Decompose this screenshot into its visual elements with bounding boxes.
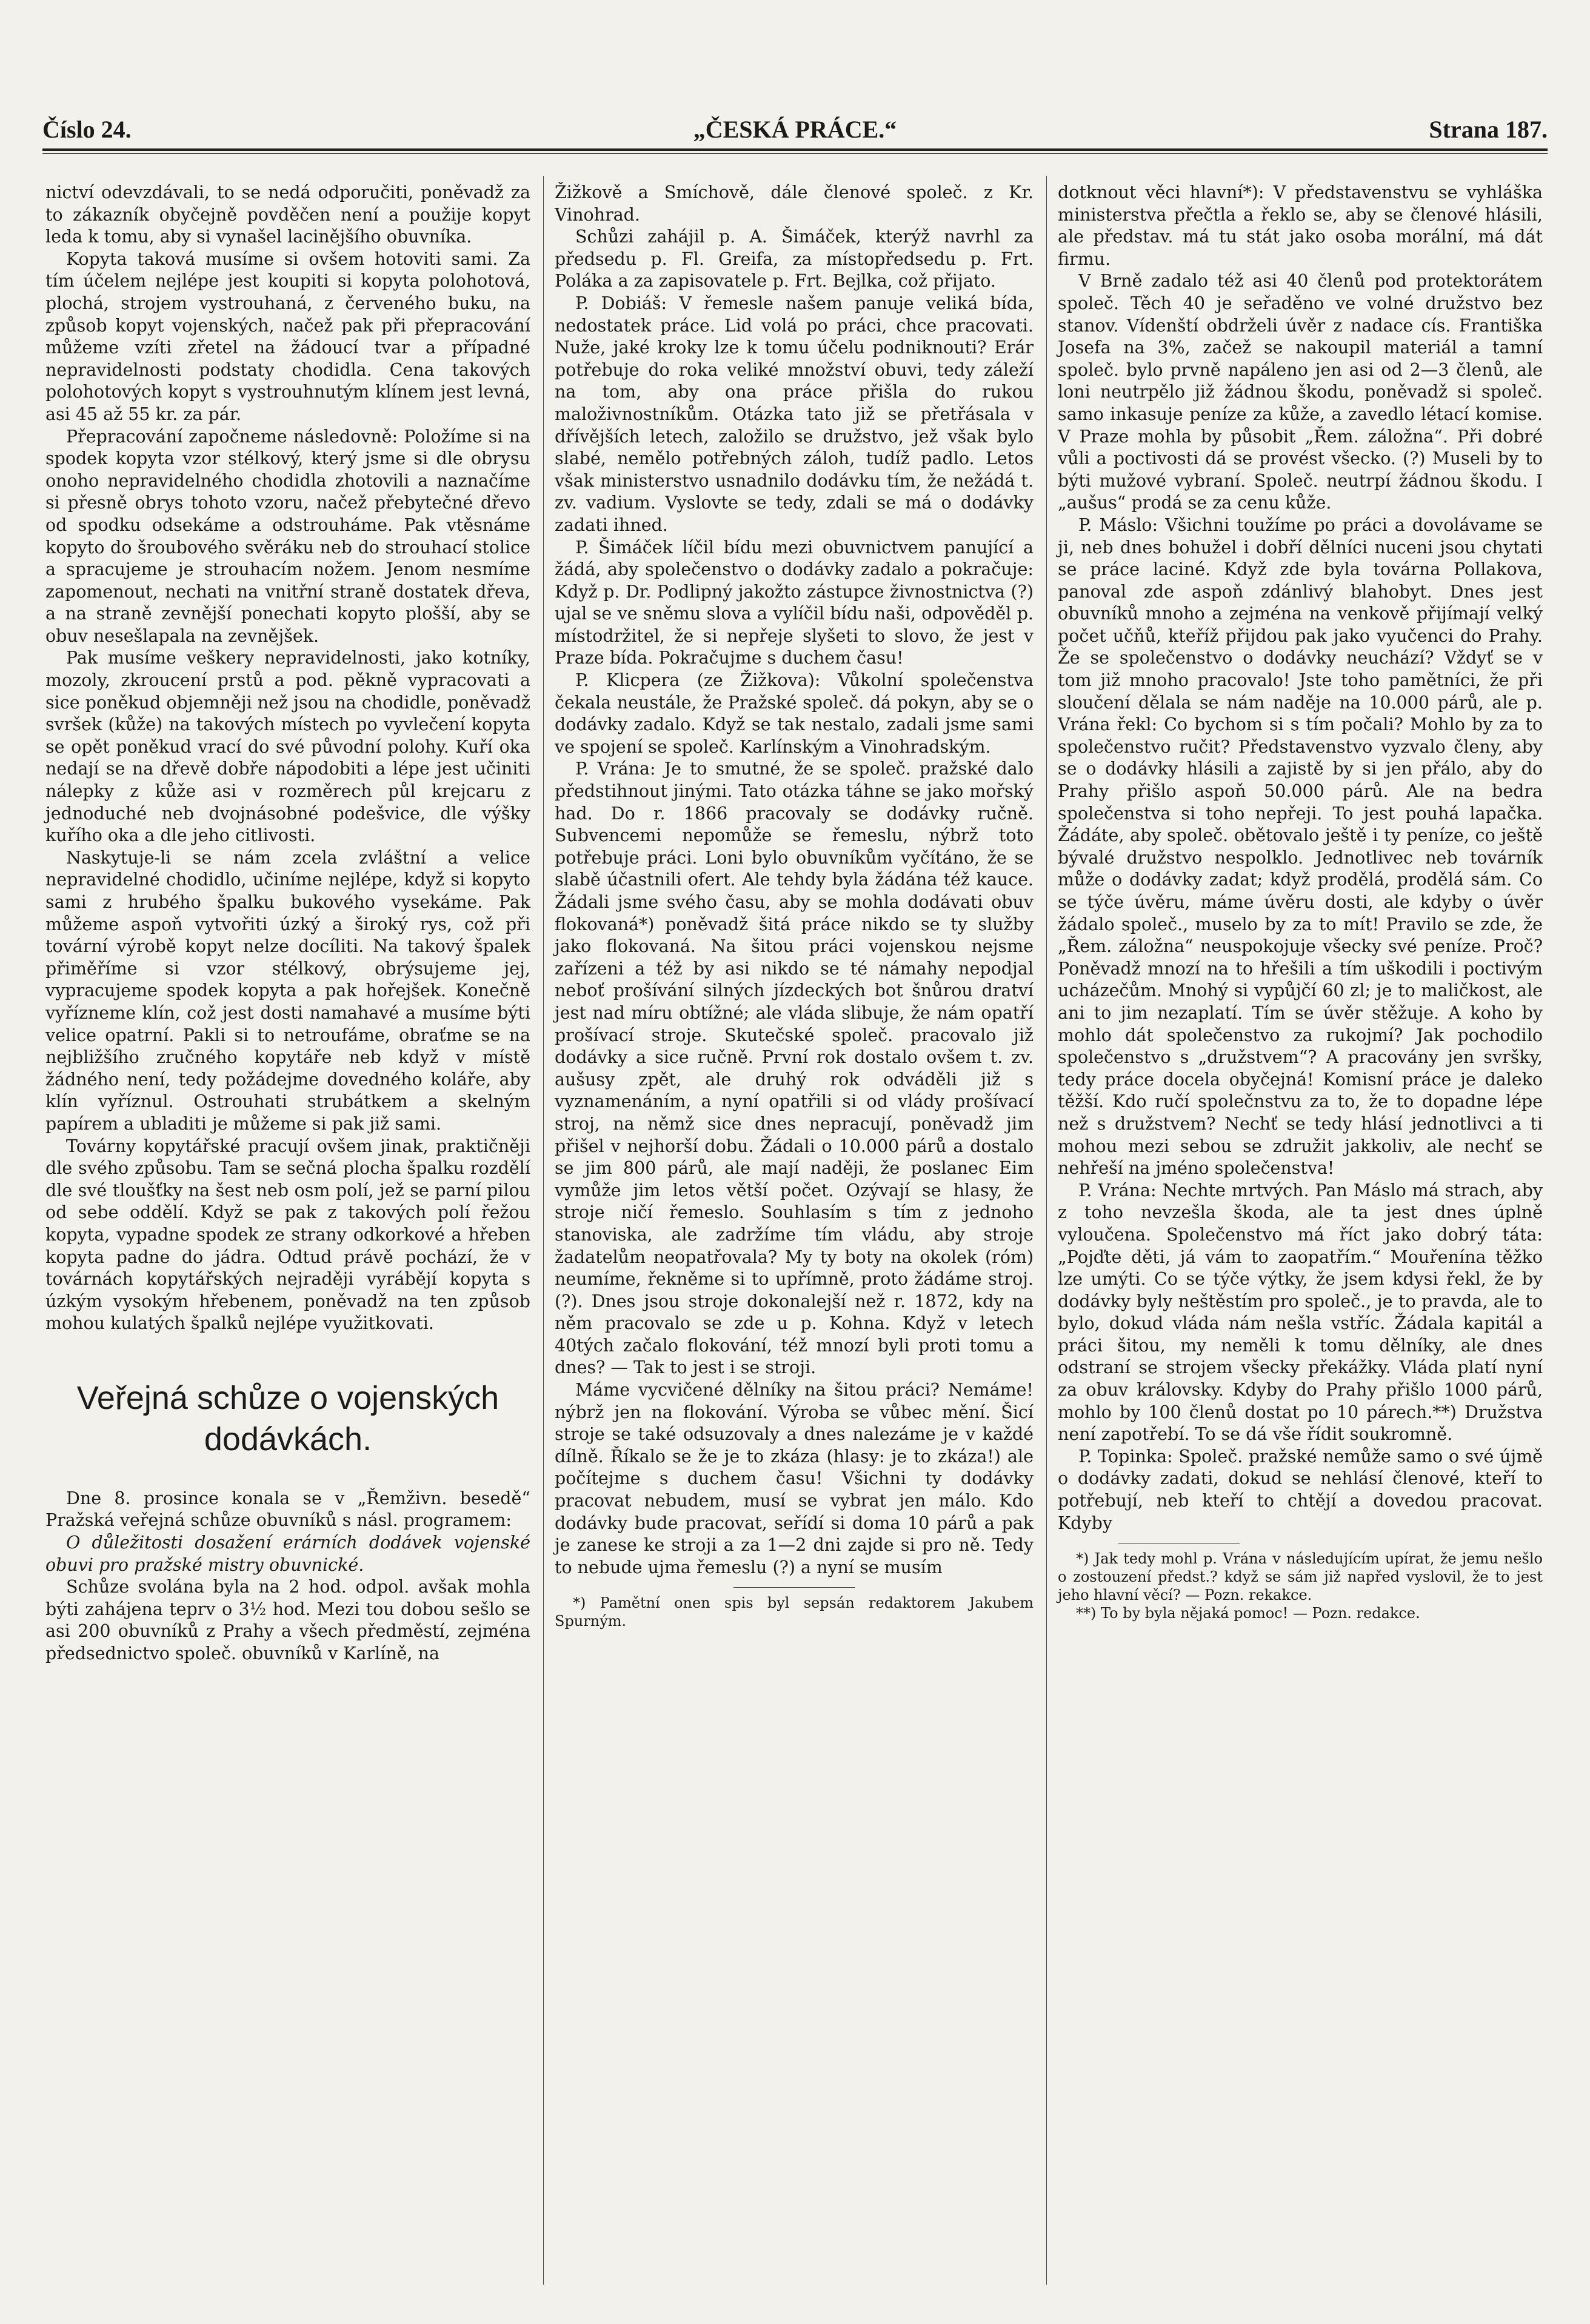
paragraph: Máme vycvičené dělníky na šitou práci? Nemáme! nýbrž jen na flokování. Výroba se vůbec mění. Šicí stroje se také odsuzovaly a dnes nalezáme je v každé dílně. Říkalo se že je to zkáza (hlasy: je to zkáza!) ale počítejme s duchem času! Všichni ty dodávky pracovat nebudem, musí se vybrat jen málo. Kdo dodávky bude pracovat, seřídí si doma 10 párů a pak je zanese ke stroji a za 1—2 dni zajde si pro ně. Tedy to nebude ujma řemeslu (?) a nyní se musím bbox=[555, 1380, 1034, 1577]
paragraph: Žižkově a Smíchově, dále členové společ. z Kr. Vinohrad. bbox=[555, 182, 1034, 225]
column-divider bbox=[543, 176, 544, 2285]
page-number: Strana 187. bbox=[1429, 116, 1548, 143]
newspaper-page bbox=[42, 0, 1548, 2324]
footnote: *) Jak tedy mohl p. Vrána v následujícím upírat, že jemu nešlo o zostouzení předst.? když se sám již napřed vyslovil, že to jest jeho hlavní věcí? — Pozn. rekakce. bbox=[1058, 1550, 1543, 1604]
paragraph: Pak musíme veškery nepravidelnosti, jako kotníky, mozoly, zkroucení prstů a pod. pěkně vypracovati a sice poněkud objemněji než jsou na chodidle, poněvadž svršek (kůže) na takových místech po vyvlečení kopyta se opět poněkud vrací do své původní polohy. Kuří oka nedají se na dřevě dobře nápodobiti a lépe jest učiniti nálepky z kůže asi v rozměrech půl krejcaru z jednoduché neb dvojnásobné podešvice, dle výšky kuřího oka a dle jeho citlivosti. bbox=[45, 648, 530, 846]
column-2 bbox=[555, 182, 1034, 1630]
paragraph: V Brně zadalo též asi 40 členů pod protektorátem společ. Těch 40 je seřaděno ve volné družstvo bez stanov. Vídenští obdrželi úvěr z nadace cís. Františka Josefa na 3%, začež se nakoupil materiál a tamní společ. bylo prvně napáleno jen asi od 2—3 členů, ale loni neutrpělo již žádnou škodu, poněvadž si společ. samo inkasuje peníze za kůže, a zavedlo létací komise. V Praze mohla by působit „Řem. záložna“. Při dobré vůli a poctivosti dá se provést všecko. (?) Museli by to býti mužové vybraní. Společ. neutrpí žádnou škodu. I „aušus“ prodá se za cenu kůže. bbox=[1058, 271, 1543, 513]
column-divider bbox=[1046, 176, 1047, 2285]
paragraph: P. Dobiáš: V řemesle našem panuje veliká bída, nedostatek práce. Lid volá po práci, chce pracovati. Nuže, jaké kroky lze k tomu účelu podniknouti? Erár potřebuje do roka veliké množství obuvi, tedy záleží na tom, aby ona práce přišla do rukou maloživnostníkům. Otázka tato již se přetřásala v dřívějších letech, založilo se družstvo, jež však bylo slabé, nemělo potřebných záloh, tudíž padlo. Letos však ministerstvo usnadnilo dodávku tím, že nežádá t. zv. vadium. Vyslovte se tedy, zdali se má o dodávky zadati ihned. bbox=[555, 293, 1034, 535]
paragraph: P. Klicpera (ze Žižkova): Vůkolní společenstva čekala neustále, že Pražské společ. dá pokyn, aby se o dodávky zadalo. Když se tak nestalo, zadali jsme sami ve spojení se společ. Karlínským a Vinohradským. bbox=[555, 670, 1034, 757]
paragraph: nictví odevzdávali, to se nedá odporučiti, poněvadž za to zákazník obyčejně povděčen není a použije kopyt leda k tomu, aby si vynašel lacinějšího obuvníka. bbox=[45, 182, 530, 247]
header-rule bbox=[42, 148, 1548, 151]
paragraph: Kopyta taková musíme si ovšem hotoviti sami. Za tím účelem nejlépe jest koupiti si kopyta polohotová, plochá, strojem vystrouhaná, z červeného buku, na způsob kopyt vojenských, načež pak při přepracování můžeme vzíti zřetel na žádoucí tvar a případné nepravidelnosti podstaty chodidla. Cena takových polohotových kopyt s vystrouhnutým klínem jest levná, asi 45 až 55 kr. za pár. bbox=[45, 248, 530, 424]
paragraph: P. Šimáček líčil bídu mezi obuvnictvem panující a žádá, aby společenstvo o dodávky zadalo a pokračuje: Když p. Dr. Podlipný jakožto zástupce živnostnictva (?) ujal se ve sněmu slova a vylíčil bídu naši, odpověděl p. místodržitel, že si nepřeje slyšeti to slovo, že jest v Praze bída. Pokračujme s duchem času! bbox=[555, 537, 1034, 668]
paragraph: dotknout věci hlavní*): V představenstvu se vyhláška ministerstva přečtla a řeklo se, aby se členové hlásili, ale představ. má tu stát jako osoba morální, má dát firmu. bbox=[1058, 182, 1543, 269]
footnote: **) To by byla nějaká pomoc! — Pozn. redakce. bbox=[1076, 1605, 1420, 1622]
paragraph: P. Topinka: Společ. pražské nemůže samo o své újmě o dodávky zadati, dokud se nehlásí členové, kteří to potřebují, neb kteří to chtějí a dovedou pracovat. Kdyby bbox=[1058, 1446, 1543, 1533]
program-item: O důležitosti dosažení erárních dodávek vojenské obuvi pro pražské mistry obuvnické. bbox=[45, 1533, 530, 1575]
paragraph: Schůze svolána byla na 2 hod. odpol. avšak mohla býti zahájena teprv o 3½ hod. Mezi tou dobou sešlo se asi 200 obuvníků z Prahy a všech předměstí, zejména předsednictvo společ. obuvníků v Karlíně, na bbox=[45, 1577, 530, 1664]
footnote: *) Pamětní onen spis byl sepsán redaktorem Jakubem Spurným. bbox=[555, 1594, 1034, 1630]
header-rule-thin bbox=[42, 153, 1548, 154]
article-title: Veřejná schůze o vojenských dodávkách. bbox=[76, 1379, 499, 1457]
page-header bbox=[42, 115, 1548, 151]
publication-title: „ČESKÁ PRÁCE.“ bbox=[693, 116, 897, 143]
footnote-rule bbox=[733, 1587, 855, 1588]
column-1 bbox=[45, 182, 530, 1665]
paragraph: Továrny kopytářské pracují ovšem jinak, praktičněji dle svého způsobu. Tam se sečná plocha špalku rozdělí dle své tloušťky na šest neb osm polí, jež se parní pilou od sebe oddělí. Když se pak z takových polí řežou kopyta, vypadne spodek ze strany odkorkové a hřeben kopyta padne do jádra. Odtud právě pochází, že v továrnách kopytářských nejraději vyrábějí kopyta s úzkým vysokým hřebenem, poněvadž na ten způsob mohou kulatých špalků nejlépe využitkovati. bbox=[45, 1136, 530, 1334]
issue-number: Číslo 24. bbox=[42, 116, 132, 143]
paragraph: P. Máslo: Všichni toužíme po práci a dovolávame se ji, neb dnes bohužel i dobří dělníci nuceni jsou chytati se práce laciné. Když zde byla továrna Pollakova, panoval zde aspoň zdánlivý blahobyt. Dnes jest obuvníků mnoho a zejména na venkově přijímají velký počet učňů, kteříž přijdou pak jako vyučenci do Prahy. Že se společenstvo o dodávky neuchází? Vždyť se v tom již mnoho pracovalo! Jste toho pamětníci, že při sloučení dělala se nám naděje na 10.000 párů, ale p. Vrána řekl: Co bychom si s tím počali? Mohlo by za to společenstvo ručit? Představenstvo vyzvalo členy, aby se o dodávky hlásili a zajistě by si jen přálo, aby do Prahy přišlo aspoň 50.000 párů. Ale na bedra společenstva si toho nepřeji. To jest pouhá lapačka. Žádáte, aby společ. obětovalo ještě i ty peníze, co ještě bývalé družstvo nespolklo. Jednotlivec neb továrník může o dodávky zadat; když prodělá, prodělá sám. Co se týče úvěru, máme úvěru dosti, ale kdyby o úvěr žádalo společ., muselo by za to mít! Pravilo se zde, že „Řem. záložna“ neuspokojuje všecky své peníze. Proč? Poněvadž mnozí na to hřešili a tím uškodili i poctivým ucházečům. Mnohý si vypůjčí 60 zl; je to maličkost, ale ani to jim nezaplatí. Tím se úvěr stěžuje. A koho by mohlo dát společenstvo za rukojmí? Jak pochodilo společenstvo s „družstvem“? A pracovány jen svršky, tedy práce docela obyčejná! Komisní práce je daleko těžší. Kdo ručí společnstvu za to, že to dopadne lépe než s družstvem? Nechť se tedy hlásí jednotlivci a ti mohou mezi sebou se združit jakkoliv, ale nechť se nehřeší na jméno společenstva! bbox=[1058, 514, 1543, 1179]
paragraph: P. Vrána: Nechte mrtvých. Pan Máslo má strach, aby z toho nevzešla škoda, ale ta jest dnes úplně vyloučena. Společenstvo má říct jako dobrý táta: „Pojďte děti, já vám to zaopatřím.“ Mouřenína těžko lze umýti. Co se týče výtky, že jsem kdysi řekl, že by dodávky byly neštěstím pro společ., je to pravda, ale to bylo, dokud vláda nám nešla vstříc. Žádala kapitál a práci šitou, my neměli k tomu dělníky, ale dnes odstraní se strojem všecky překážky. Vláda platí nyní za obuv královsky. Kdyby do Prahy přišlo 1000 párů, mohlo by 100 členů dostat po 10 párech.**) Družstva není zapotřebí. To se dá vše řídit soukromně. bbox=[1058, 1180, 1543, 1445]
paragraph: Schůzi zahájil p. A. Šimáček, kterýž navrhl za předsedu p. Fl. Greifa, za místopředsedu p. Frt. Poláka a za zapisovatele p. Frt. Bejlka, což přijato. bbox=[555, 227, 1034, 291]
paragraph: Dne 8. prosince konala se v „Řemživn. besedě“ Pražská veřejná schůze obuvníků s násl. programem: bbox=[45, 1488, 530, 1531]
paragraph: Naskytuje-li se nám zcela zvláštní a velice nepravidelné chodidlo, učiníme nejlépe, když si kopyto sami z hrubého špalku bukového vysekáme. Pak můžeme aspoň vytvořiti úzký a široký rys, což při tovární výrobě kopyt nelze docíliti. Na takový špalek přiměříme si vzor stélkový, obrýsujeme jej, vypracujeme spodek kopyta a pak hořejšek. Konečně vyřízneme klín, což jest dosti namahavé a musíme býti velice opatrní. Pakli si to netroufáme, obraťme se na nejbližšího zručného kopytáře neb když v místě žádného není, tedy požádejme dovedného koláře, aby klín vyříznul. Ostrouhati strubátkem a skelným papírem a ubladiti je můžeme si pak již sami. bbox=[45, 847, 530, 1134]
paragraph: P. Vrána: Je to smutné, že se společ. pražské dalo předstihnout jinými. Tato otázka táhne se jako mořský had. Do r. 1866 pracovaly se dodávky ručně. Subvencemi nepomůže se řemeslu, nýbrž toto potřebuje práci. Loni bylo obuvníkům vyčítáno, že se slabě účastnili ofert. Ale tehdy byla žádána též kauce. Žádali jsme svého času, aby se mohla dodávati obuv flokovaná*) poněvadž šitá práce nikdo se ty služby jako flokovaná. Na šitou práci vojenskou nejsme zařízeni a též by asi nikdo se té námahy nepodjal neboť prošívání silných jízdeckých bot šnůrou dratví jest nad míru obtížné; ale vláda slibuje, že nám opatří prošívací stroje. Skutečské společ. pracovalo již dodávky a sice ručně. První rok dostalo ovšem t. zv. aušusy zpět, ale druhý rok odváděli již s vyznamenáním, a nyní opatřili si od vlády prošívací stroj, na němž sice dnes nepracují, poněvadž jim přišel v nejhorší dobu. Žádali o 10.000 párů a dostalo se jim 800 párů, ale mají naději, že poslanec Eim vymůže jim letos větší počet. Ozývají se hlasy, že stroje ničí řemeslo. Souhlasím s tím z jednoho stanoviska, ale zadržíme tím vládu, aby stroje žadatelům neopatřovala? My ty boty na okolek (róm) neumíme, řekněme si to upřímně, proto žádáme stroj. (?). Dnes jsou stroje dokonalejší než r. 1872, kdy na něm pracovalo se zde u p. Kohna. Když v letech 40tých začalo flokování, též mnozí byli proti tomu a dnes? — Tak to jest i se stroji. bbox=[555, 759, 1034, 1378]
column-3 bbox=[1058, 182, 1543, 1622]
paragraph: Přepracování započneme následovně: Položíme si na spodek kopyta vzor stélkový, který jsme si dle obrysu onoho nepravidelného chodidla zhotovili a naznačíme si přesně obrys tohoto vzoru, načež přebytečné dřevo od spodku odsekáme a odstrouháme. Pak vtěsnáme kopyto do šroubového svěráku neb do strouhací stolice a spracujeme je strouhacím nožem. Jenom nesmíme zapomenout, nechati na vnitřní straně dostatek dřeva, a na straně zevnější ponechati kopyto plošší, aby se obuv nesešlapala na zevnějšek. bbox=[45, 426, 530, 646]
